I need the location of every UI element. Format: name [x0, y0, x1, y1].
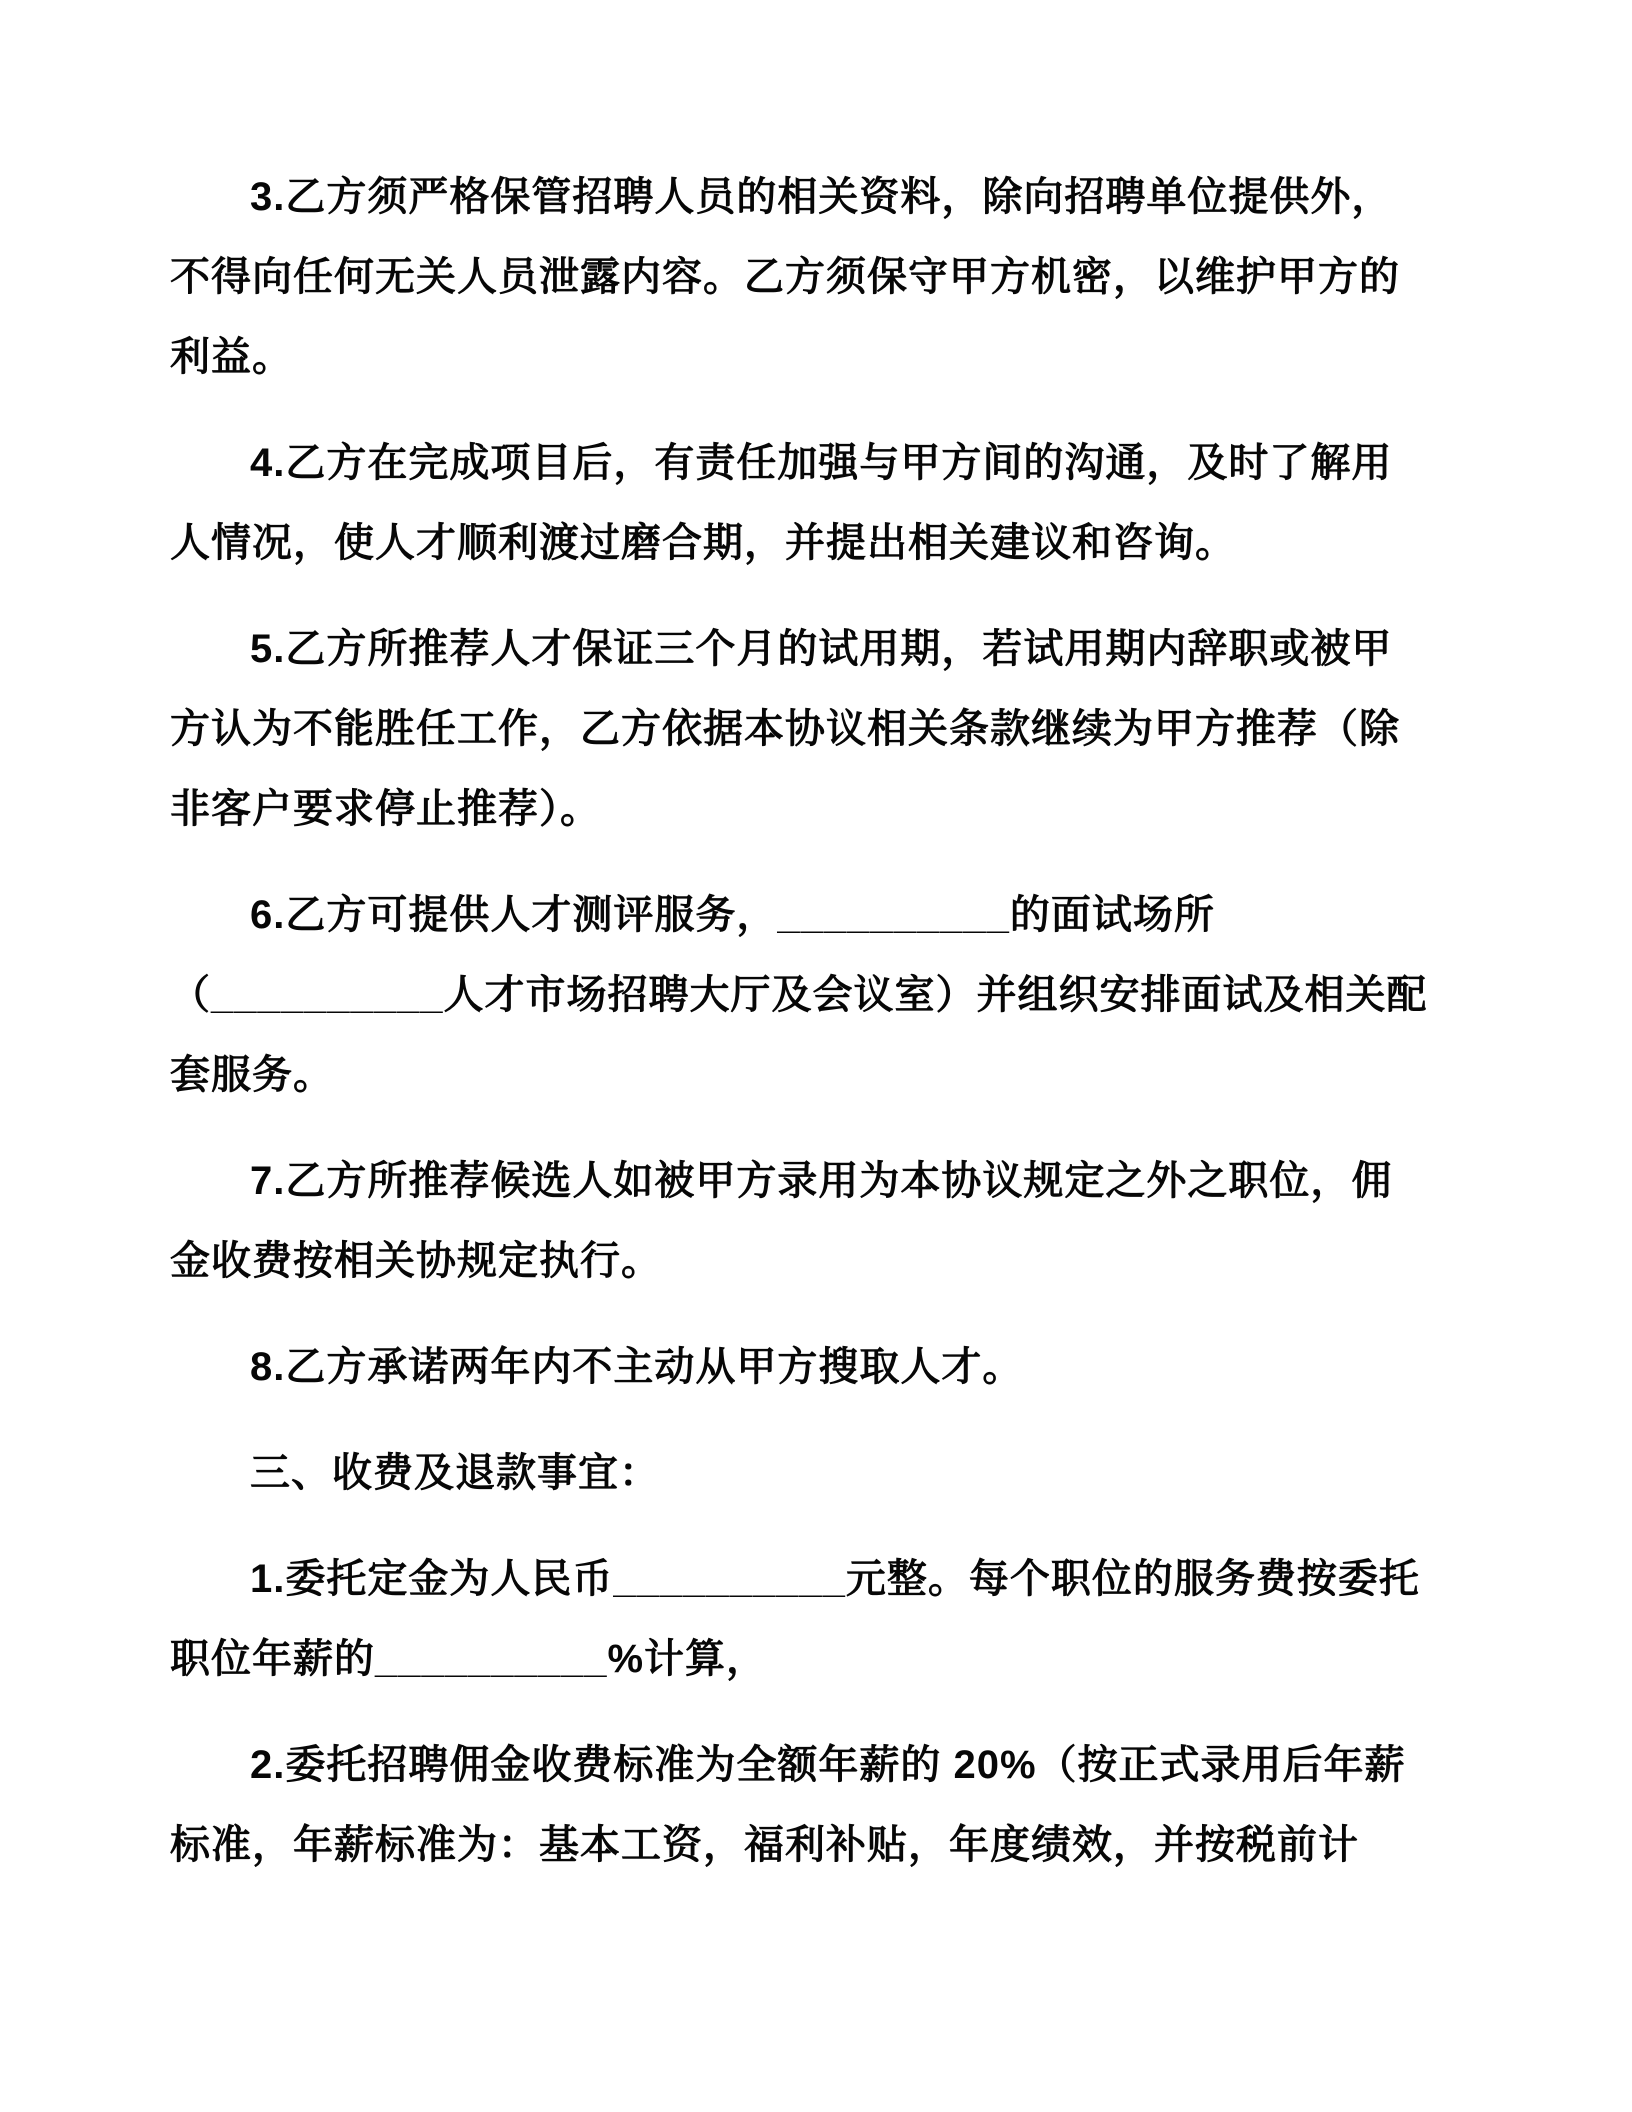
contract-paragraph — [170, 875, 1428, 1115]
text-line: 非客户要求停止推荐）。 — [170, 787, 601, 831]
contract-paragraph — [170, 1539, 1420, 1699]
text-line: （__________人才市场招聘大厅及会议室）并组织安排面试及相关配 — [170, 973, 1428, 1017]
contract-paragraph — [170, 423, 1400, 583]
text-line: 三、收费及退款事宜： — [250, 1451, 660, 1495]
text-line: 人情况，使人才顺利渡过磨合期，并提出相关建议和咨询。 — [170, 521, 1236, 565]
text-line: 5.乙方所推荐人才保证三个月的试用期，若试用期内辞职或被甲 — [250, 627, 1393, 671]
contract-paragraph — [170, 609, 1400, 849]
text-line: 套服务。 — [170, 1053, 334, 1097]
text-line: 4.乙方在完成项目后，有责任加强与甲方间的沟通，及时了解用 — [250, 441, 1393, 485]
contract-paragraph — [170, 1327, 1400, 1407]
text-line: 1.委托定金为人民币__________元整。每个职位的服务费按委托 — [250, 1557, 1420, 1601]
text-line: 方认为不能胜任工作，乙方依据本协议相关条款继续为甲方推荐（除 — [170, 707, 1400, 751]
text-line: 8.乙方承诺两年内不主动从甲方搜取人才。 — [250, 1345, 1024, 1389]
text-line: 职位年薪的__________%计算， — [170, 1637, 768, 1681]
contract-paragraph — [170, 157, 1400, 397]
text-line: 不得向任何无关人员泄露内容。乙方须保守甲方机密，以维护甲方的 — [170, 255, 1400, 299]
contract-paragraph — [170, 1725, 1406, 1885]
text-line: 7.乙方所推荐候选人如被甲方录用为本协议规定之外之职位，佣 — [250, 1159, 1393, 1203]
text-line: 3.乙方须严格保管招聘人员的相关资料，除向招聘单位提供外， — [250, 175, 1393, 219]
text-line: 6.乙方可提供人才测评服务，__________的面试场所 — [250, 893, 1215, 937]
text-line: 标准，年薪标准为：基本工资，福利补贴，年度绩效，并按税前计 — [170, 1823, 1359, 1867]
contract-paragraph — [170, 1141, 1400, 1301]
section-heading — [170, 1433, 1400, 1513]
text-line: 2.委托招聘佣金收费标准为全额年薪的 20%（按正式录用后年薪 — [250, 1743, 1406, 1787]
text-line: 利益。 — [170, 335, 293, 379]
text-line: 金收费按相关协规定执行。 — [170, 1239, 662, 1283]
